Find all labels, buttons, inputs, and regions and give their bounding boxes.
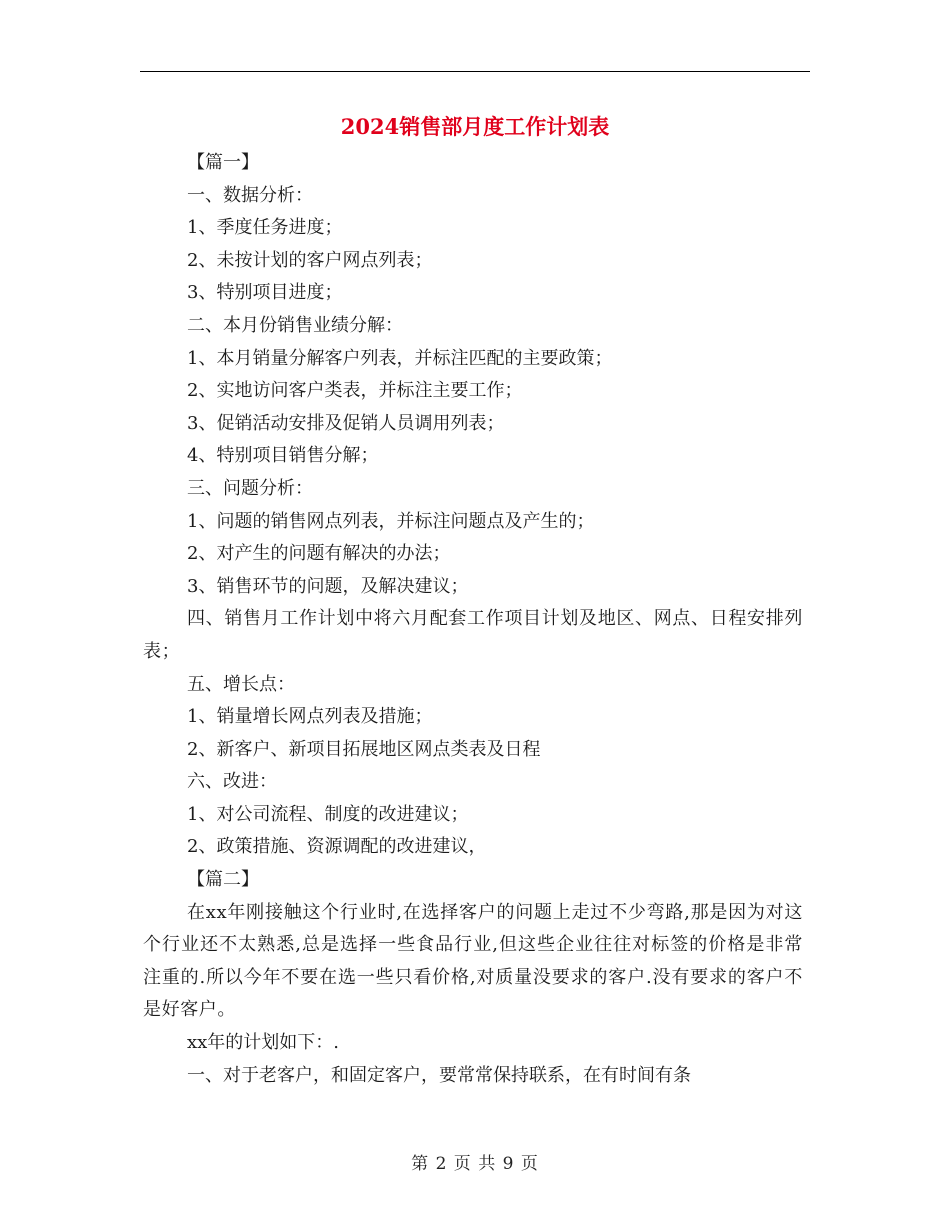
list-item: 五、增长点： [187,673,295,695]
page-number: 第 2 页 共 9 页 [411,1154,539,1174]
list-item: 1、问题的销售网点列表，并标注问题点及产生的； [187,510,595,532]
section-heading-two: 【篇二】 [187,869,259,891]
header-rule [140,71,810,72]
document-body [143,147,803,1092]
list-item: 3、促销活动安排及促销人员调用列表； [187,412,505,434]
list-item: 2、实地访问客户类表，并标注主要工作； [187,380,523,402]
list-item: 3、销售环节的问题，及解决建议； [187,575,469,597]
list-item: 一、对于老客户，和固定客户，要常常保持联系，在有时间有条 [187,1064,691,1086]
document-title: 2024销售部月度工作计划表 [340,114,610,139]
body-paragraph: 四、销售月工作计划中将六月配套工作项目计划及地区、网点、日程安排列表； [143,608,803,662]
list-item: 1、本月销量分解客户列表，并标注匹配的主要政策； [187,347,613,369]
list-item: 4、特别项目销售分解； [187,445,379,467]
body-paragraph: 在xx年刚接触这个行业时,在选择客户的问题上走过不少弯路,那是因为对这个行业还不太熟悉,总是选择一些食品行业,但这些企业往往对标签的价格是非常注重的.所以今年不要在选一些只看价格,对质量没要求的客户.没有要求的客户不是好客户。 [143,901,803,1021]
list-item: 六、改进： [187,771,277,793]
list-item: 2、未按计划的客户网点列表； [187,249,433,271]
plan-intro: xx年的计划如下：. [187,1032,340,1054]
list-item: 1、季度任务进度； [187,217,343,239]
list-item: 3、特别项目进度； [187,282,343,304]
list-item: 2、对产生的问题有解决的办法； [187,543,451,565]
list-item: 2、新客户、新项目拓展地区网点类表及日程 [187,738,541,760]
list-item: 三、问题分析： [187,477,313,499]
list-item: 1、销量增长网点列表及措施； [187,706,433,728]
list-item: 1、对公司流程、制度的改进建议； [187,803,469,825]
section-one [143,147,803,864]
section-two [143,864,803,1092]
list-item: 二、本月份销售业绩分解： [187,314,403,336]
list-item: 2、政策措施、资源调配的改进建议， [187,836,487,858]
list-item: 一、数据分析： [187,184,313,206]
section-heading-one: 【篇一】 [187,152,259,173]
